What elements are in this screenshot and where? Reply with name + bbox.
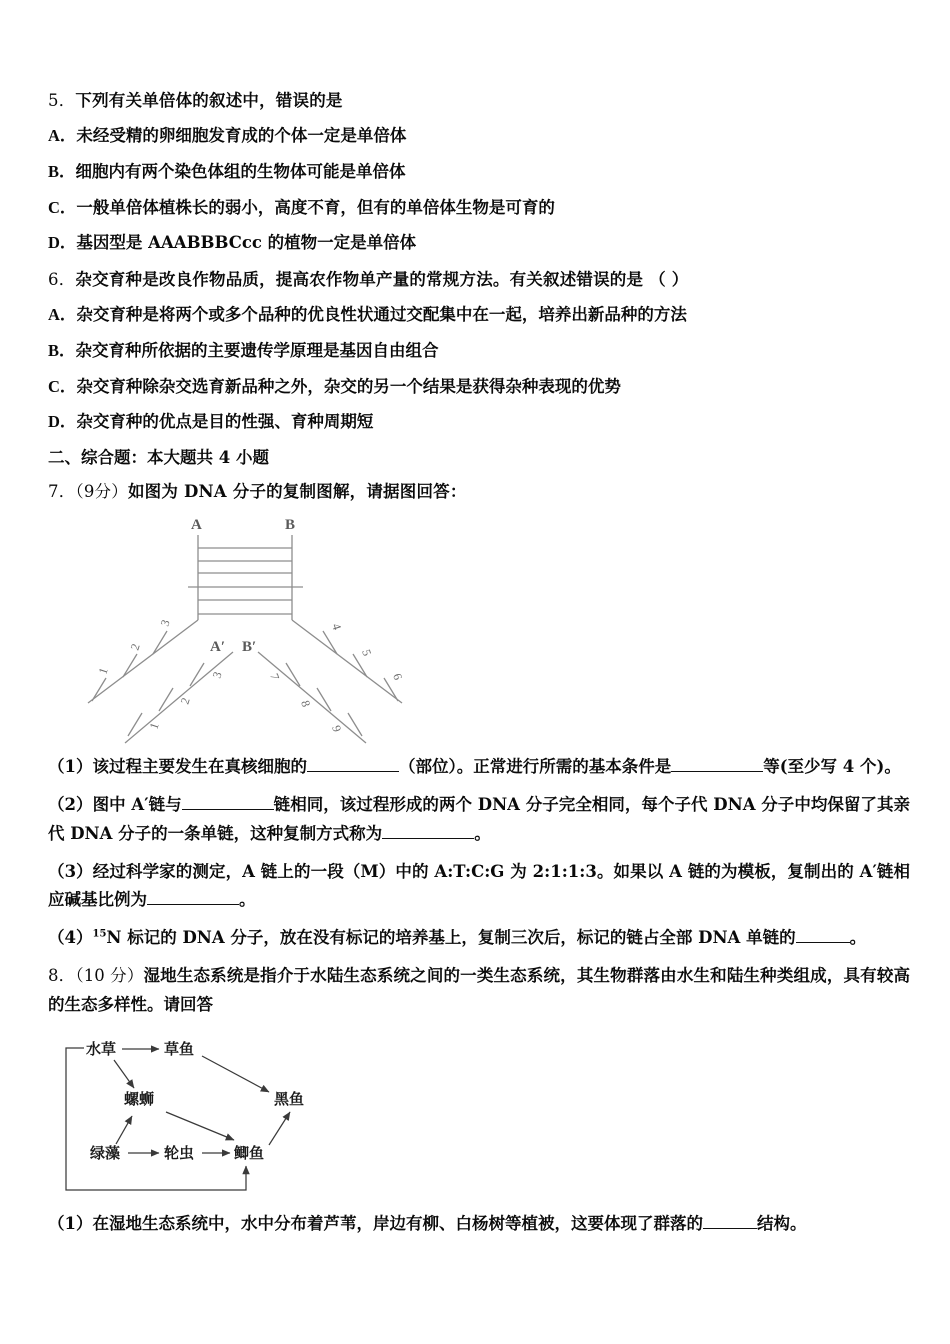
option-text: 一般单倍体植株长的弱小，高度不育，但有的单倍体生物是可育的 [76, 197, 555, 217]
question-6-option-b [48, 339, 910, 364]
option-label: D． [48, 233, 77, 253]
section-two-heading: 二、综合题：本大题共 4 小题 [48, 448, 269, 468]
edge-caoyu-heiyu [202, 1056, 269, 1092]
dna-tick-number: 8 [298, 698, 314, 709]
question-6-number: 6． [48, 270, 76, 290]
answer-blank[interactable] [703, 1228, 757, 1229]
food-web-node-luosi: 螺蛳 [124, 1089, 155, 1108]
question-6-option-c [48, 375, 910, 400]
option-label: C． [48, 197, 77, 217]
dna-tick-number: 2 [177, 695, 193, 706]
question-5-stem-text: 下列有关单倍体的叙述中，错误的是 [75, 91, 343, 110]
part-text: （部位）。正常进行所需的基本条件是 [398, 756, 672, 776]
dna-label-b-prime: B′ [242, 638, 257, 655]
outer-right-strand [292, 620, 402, 703]
part-index: （1） [48, 1213, 93, 1233]
part-index: （2） [48, 794, 93, 814]
answer-blank[interactable] [671, 771, 763, 772]
food-web-node-lunchong: 轮虫 [164, 1143, 195, 1162]
option-label: A． [48, 126, 77, 146]
question-5-option-b [48, 160, 910, 185]
option-label: A． [48, 305, 77, 325]
option-text: 杂交育种所依据的主要遗传学原理是基因自由组合 [75, 340, 439, 360]
dna-tick-number: 3 [157, 617, 173, 628]
question-5-number: 5． [48, 91, 76, 110]
dna-tick-number: 3 [209, 669, 225, 680]
page-content [48, 88, 910, 1248]
question-7-part-1 [48, 753, 910, 782]
option-label: B． [48, 161, 76, 181]
part-index: （4） [48, 928, 93, 948]
part-text: 等(至少写 4 个)。 [763, 756, 901, 776]
option-label: C． [48, 376, 77, 396]
part-text: 。 [239, 890, 256, 910]
question-6-option-d [48, 410, 910, 435]
answer-blank[interactable] [382, 838, 474, 839]
part-text: 经过科学家的测定，A 链上的一段（M）中的 A:T:C:G 为 2:1:1:3。如果以 A 链的为模板，复制出的 A′链相应碱基比例为 [48, 861, 910, 910]
question-8-score: （10 分） [75, 966, 144, 986]
part-text: 链相同，该过程形成的两个 DNA 分子完全相同，每个子代 DNA 分子中均保留了其亲代 DNA 分子的一条单链，这种复制方式称为 [48, 794, 910, 843]
question-5-option-a [48, 124, 910, 149]
food-web-node-caoyu: 草鱼 [164, 1039, 195, 1058]
question-7-stem-text: 如图为 DNA 分子的复制图解，请据图回答： [127, 481, 467, 501]
edge-luosi-jiyu [166, 1112, 234, 1140]
question-7-stem [48, 479, 910, 504]
part-text: 。 [849, 928, 867, 948]
food-web-node-shuicao: 水草 [86, 1039, 117, 1058]
part-text: 图中 A′链与 [92, 794, 182, 814]
option-text: 杂交育种的优点是目的性强、育种周期短 [76, 412, 374, 432]
question-5-option-d [48, 231, 910, 256]
food-web-node-heiyu: 黑鱼 [274, 1089, 305, 1108]
edge-shuicao-luosi [114, 1060, 134, 1088]
dna-label-b: B [285, 516, 296, 533]
dna-tick-number: 2 [127, 641, 143, 652]
option-label: D． [48, 412, 77, 432]
question-6-stem-text: 杂交育种是改良作物品质，提高农作物单产量的常规方法。有关叙述错误的是 （ ） [75, 270, 689, 290]
question-7-number: 7． [48, 481, 76, 501]
answer-blank[interactable] [182, 809, 274, 810]
wetland-food-web-figure [62, 1032, 352, 1200]
edge-shuicao-jiyu-bracket [66, 1048, 246, 1190]
edge-jiyu-heiyu [269, 1112, 290, 1145]
food-web-node-lvzao: 绿藻 [90, 1143, 121, 1162]
question-7-part-4 [48, 924, 910, 953]
dna-tick-number: 9 [329, 723, 345, 734]
outer-left-strand [88, 617, 198, 703]
question-8-stem [48, 962, 910, 1020]
dna-tick-number: 7 [267, 671, 283, 682]
dna-tick-number: 5 [359, 647, 375, 658]
dna-label-a-prime: A′ [210, 638, 226, 655]
part-index: （3） [48, 861, 93, 881]
dna-replication-figure [70, 515, 490, 747]
answer-blank[interactable] [307, 771, 399, 772]
option-label: B． [48, 340, 76, 360]
question-7-score: （9分） [75, 481, 128, 501]
edge-lvzao-luosi [116, 1116, 132, 1144]
question-6-option-a [48, 303, 910, 328]
part-text: 在湿地生态系统中，水中分布着芦苇，岸边有柳、白杨树等植被，这要体现了群落的 [92, 1213, 703, 1233]
answer-blank[interactable] [147, 904, 239, 905]
option-text: 细胞内有两个染色体组的生物体可能是单倍体 [75, 161, 406, 181]
part-text: 该过程主要发生在真核细胞的 [92, 756, 307, 776]
dna-tick-number: 6 [390, 671, 406, 682]
dna-tick-number: 1 [146, 720, 162, 731]
part-text: 。 [474, 823, 491, 843]
question-8-part-1 [48, 1210, 910, 1239]
question-8-stem-text: 湿地生态系统是指介于水陆生态系统之间的一类生态系统，其生物群落由水生和陆生种类组成，具有较高的生态多样性。请回答 [48, 966, 911, 1015]
dna-tick-number: 4 [329, 621, 345, 632]
question-8-number: 8． [48, 966, 76, 986]
part-text: 结构。 [756, 1213, 807, 1233]
option-text: 基因型是 AAABBBCcc 的植物一定是单倍体 [76, 233, 417, 253]
answer-blank[interactable] [796, 942, 850, 943]
option-text: 未经受精的卵细胞发育成的个体一定是单倍体 [76, 126, 407, 146]
question-7-part-3 [48, 858, 910, 916]
dna-tick-number: 1 [95, 665, 111, 676]
part-text: N 标记的 DNA 分子，放在没有标记的培养基上，复制三次后，标记的链占全部 DNA 单链的 [106, 928, 796, 948]
question-5-option-c [48, 196, 910, 221]
isotope-superscript: 15 [92, 928, 107, 940]
question-7-part-2 [48, 791, 910, 849]
part-index: （1） [48, 756, 93, 776]
food-web-node-jiyu: 鲫鱼 [234, 1143, 265, 1162]
dna-label-a: A [191, 516, 202, 533]
option-text: 杂交育种除杂交选育新品种之外，杂交的另一个结果是获得杂种表现的优势 [76, 376, 621, 396]
option-text: 杂交育种是将两个或多个品种的优良性状通过交配集中在一起，培养出新品种的方法 [76, 305, 687, 325]
question-5-stem [48, 88, 910, 113]
question-6-stem [48, 267, 910, 292]
